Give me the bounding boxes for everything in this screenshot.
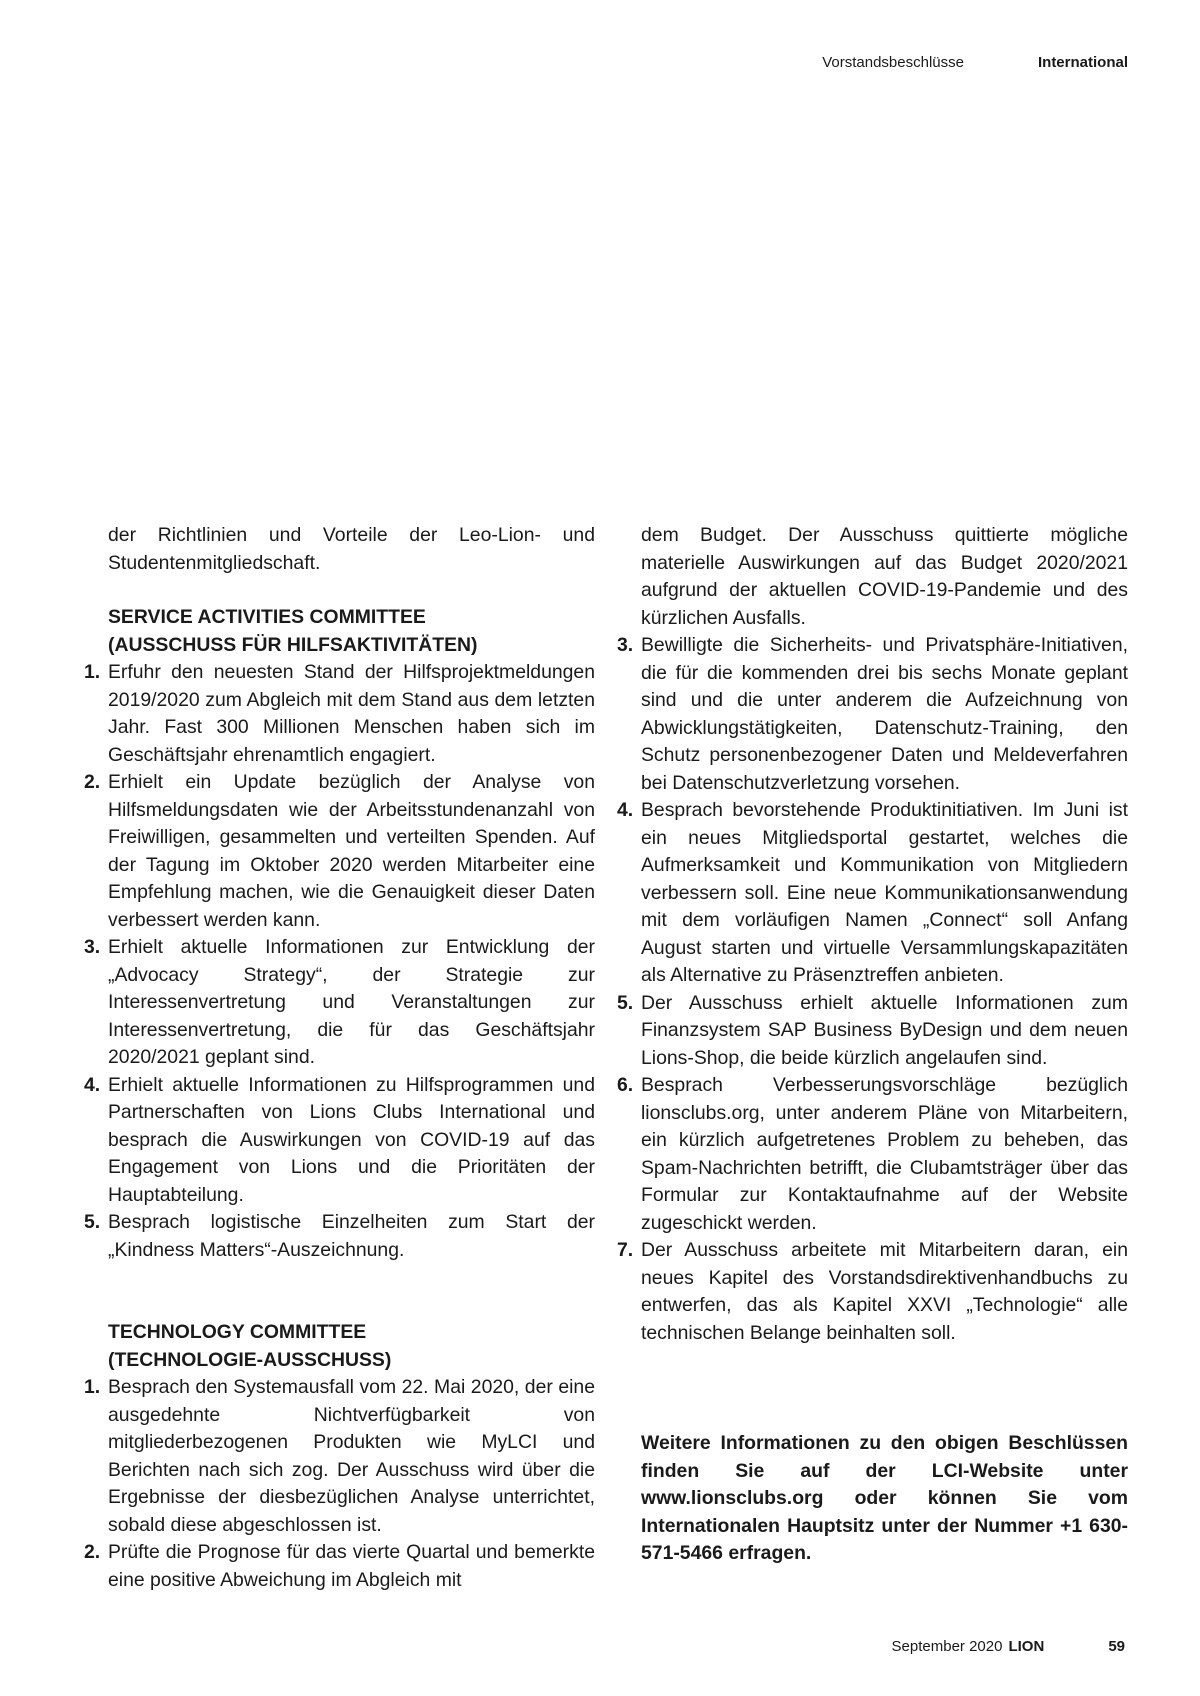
technology-title-line1: TECHNOLOGY COMMITTEE: [108, 1321, 367, 1343]
header-section: Vorstandsbeschlüsse: [822, 54, 964, 71]
intro-paragraph: der Richtlinien und Vorteile der Leo-Lion- und Studentenmitgliedschaft.: [108, 524, 595, 574]
item-number: 7.: [617, 1239, 634, 1261]
technology-committee-section: [84, 1319, 595, 1594]
item-text: Besprach Verbesserungsvorschläge bezüglich lionsclubs.org, unter anderem Pläne von Mitarbeitern, ein kürzlich aufgetretenes Problem zu beheben, das Spam-Nachrichten betrifft, die Clubamtsträger über das Formular zur Kontaktaufnahme auf der Website zugeschickt werden.: [641, 1074, 1128, 1234]
item-number: 5.: [84, 1211, 101, 1233]
item-text: Prüfte die Prognose für das vierte Quartal und bemerkte eine positive Abweichung im Abgleich mit: [108, 1541, 595, 1591]
service-items-list: [84, 659, 595, 1264]
item-text: Erhielt ein Update bezüglich der Analyse von Hilfsmeldungsdaten wie der Arbeitsstundenanzahl von Freiwilligen, gesammelten und verteilten Spenden. Auf der Tagung im Oktober 2020 werden Mitarbeiter eine Empfehlung machen, wie die Genauigkeit dieser Daten verbessert werden kann.: [108, 771, 595, 931]
item-number: 4.: [84, 1073, 101, 1096]
list-item: [617, 1237, 1128, 1347]
item-text: Besprach logistische Einzelheiten zum Start der „Kindness Matters“-Auszeichnung.: [108, 1211, 595, 1261]
item-number: 6.: [617, 1074, 634, 1096]
closing-note: Weitere Informationen zu den obigen Beschlüssen finden Sie auf der LCI-Website unter www.lionsclubs.org oder können Sie vom Internationalen Hauptsitz unter der Nummer +1 630-571-5466 erfragen.: [641, 1432, 1128, 1564]
list-item: [84, 1374, 595, 1539]
technology-title-line2: (TECHNOLOGIE-AUSSCHUSS): [108, 1348, 392, 1371]
list-item: [617, 632, 1128, 797]
item-number: 1.: [84, 661, 101, 683]
list-item: [617, 797, 1128, 990]
item-number: 3.: [617, 634, 634, 656]
item-number: 2.: [84, 771, 101, 793]
technology-items-list: [84, 1374, 595, 1594]
service-committee-section: [84, 604, 595, 1264]
list-item: [84, 1539, 595, 1594]
item-text: Der Ausschuss erhielt aktuelle Informationen zum Finanzsystem SAP Business ByDesign und dem neuen Lions-Shop, die beide kürzlich angelaufen sind.: [641, 991, 1128, 1069]
item-number: 2.: [84, 1541, 101, 1563]
technology-items-continued: [617, 632, 1128, 1347]
service-title-line2: (AUSSCHUSS FÜR HILFSAKTIVITÄTEN): [108, 633, 478, 656]
page-number: 59: [1108, 1638, 1125, 1655]
list-item: [617, 990, 1128, 1073]
list-item: [84, 659, 595, 769]
footer-month: September 2020: [891, 1638, 1003, 1655]
right-column: [617, 522, 1128, 1568]
item-number: 1.: [84, 1376, 101, 1398]
list-item: [84, 1209, 595, 1264]
left-column: [84, 522, 595, 1594]
service-title-line1: SERVICE ACTIVITIES COMMITTEE: [108, 606, 426, 628]
item-number: 4.: [617, 799, 634, 821]
item-text: Besprach den Systemausfall vom 22. Mai 2020, der eine ausgedehnte Nichtverfügbarkeit von mitgliederbezogenen Produkten wie MyLCI und Berichten nach sich zog. Der Ausschuss wird über die Ergebnisse der diesbezüglichen Analyse unterrichtet, sobald diese abgeschlossen ist.: [108, 1376, 595, 1536]
list-item: [617, 1072, 1128, 1237]
item-text: Erfuhr den neuesten Stand der Hilfsprojektmeldungen 2019/2020 zum Abgleich mit dem Stand aus dem letzten Jahr. Fast 300 Millionen Menschen haben sich im Geschäftsjahr ehrenamtlich engagiert.: [108, 661, 595, 766]
item-text: Erhielt aktuelle Informationen zur Entwicklung der „Advocacy Strategy“, der Strategie zur Interessenvertretung und Veranstaltungen zur Interessenvertretung, die für das Geschäftsjahr 2020/2021 geplant sind.: [108, 936, 595, 1068]
item-text: Besprach bevorstehende Produktinitiativen. Im Juni ist ein neues Mitgliedsportal gestartet, welches die Aufmerksamkeit und Kommunikation von Mitgliedern verbessern soll. Eine neue Kommunikationsanwendung mit dem vorläufigen Namen „Connect“ soll Anfang August starten und virtuelle Versammlungskapazitäten als Alternative zu Präsenztreffen anbieten.: [641, 799, 1128, 986]
page-footer: [892, 1638, 1125, 1655]
item-number: 3.: [84, 936, 101, 958]
list-item: [84, 934, 595, 1072]
footer-magazine: LION: [1008, 1638, 1045, 1655]
page-header: [822, 54, 1128, 71]
item-text: Bewilligte die Sicherheits- und Privatsphäre-Initiativen, die für die kommenden drei bis sechs Monate geplant sind und die unter anderem die Aufzeichnung von Abwicklungstätigkeiten, Datenschutz-Training, den Schutz personenbezogener Daten und Meldeverfahren bei Datenschutzverletzung vorsehen.: [641, 634, 1128, 794]
list-item: [84, 769, 595, 934]
header-category: International: [1037, 54, 1128, 71]
item-text: Der Ausschuss arbeitete mit Mitarbeitern daran, ein neues Kapitel des Vorstandsdirektivenhandbuchs zu entwerfen, das als Kapitel XXVI „Technologie“ alle technischen Belange beinhalten soll.: [641, 1239, 1128, 1344]
continuation-paragraph: dem Budget. Der Ausschuss quittierte mögliche materielle Auswirkungen auf das Budget 2020/2021 aufgrund der aktuellen COVID-19-Pandemie und des kürzlichen Ausfalls.: [641, 524, 1128, 629]
list-item: [84, 1072, 595, 1210]
item-text: Erhielt aktuelle Informationen zu Hilfsprogrammen und Partnerschaften von Lions Clubs International und besprach die Auswirkungen von COVID-19 auf das Engagement von Lions und die Prioritäten der Hauptabteilung.: [108, 1073, 595, 1206]
item-number: 5.: [617, 991, 634, 1014]
